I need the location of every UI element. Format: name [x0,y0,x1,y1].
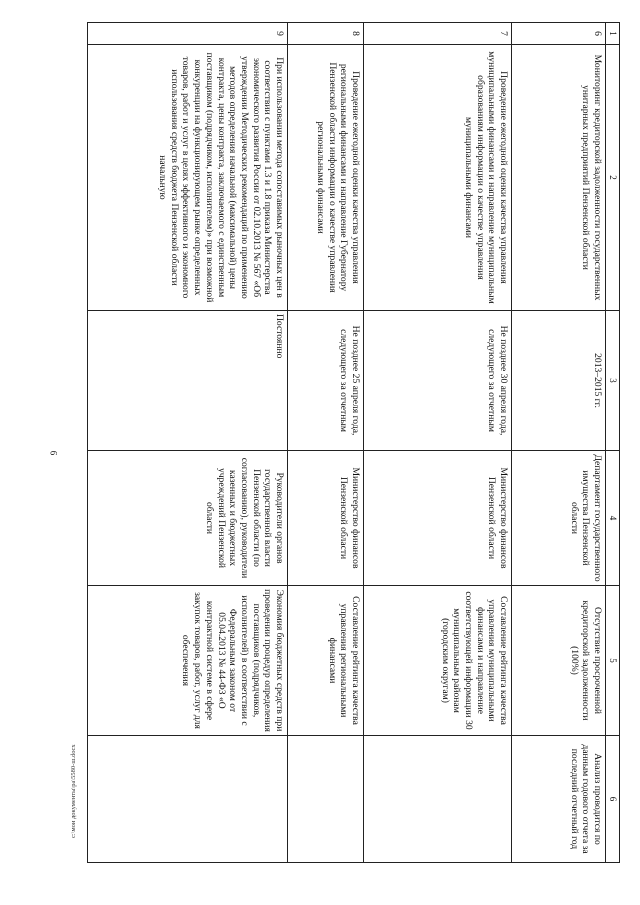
row-number: 9 [88,23,288,45]
result-cell: Составление рейтинга качества управления региональными финансами [288,586,364,736]
rotated-page-content [80,22,620,862]
column-number: 1 [606,23,620,45]
activity-cell: Проведение ежегодной оценки качества управления муниципальными финансами и направление муниципальным образованиям информации о качестве управления муниципальными финансами [364,45,512,311]
responsible-cell: Департамент государственного имущества Пензенской области [512,451,606,586]
column-number: 5 [606,586,620,736]
deadline-cell: 2013–2015 гг. [512,311,606,451]
result-cell: Экономия бюджетных средств при проведении процедур определения поставщиков (подрядчиков, исполнителей) в соответствии с Федеральным законом от 05.04.2013 № 44-ФЗ «О контрактной системе в сфере закупок товаров, работ, услуг для обеспечения [88,586,288,736]
note-cell [88,736,288,863]
row-number: 7 [364,23,512,45]
responsible-cell: Министерство финансов Пензенской области [288,451,364,586]
result-cell: Отсутствие просроченной кредиторской задолженности (100%) [512,586,606,736]
table-row [364,23,512,863]
note-cell [288,736,364,863]
column-number: 2 [606,45,620,311]
measures-table [87,22,620,863]
responsible-cell: Руководители органов государственной власти Пензенской области (по согласованию), руководители казенных и бюджетных учреждений Пензенской области [88,451,288,586]
row-number: 8 [288,23,364,45]
row-number: 6 [512,23,606,45]
result-cell: Составление рейтинга качества управления муниципальными финансами и направление соответствующей информации 30 муниципальным районам (городским округам) [364,586,512,736]
activity-cell: Проведение ежегодной оценки качества управления региональными финансами и направление Губернатору Пензенской области информации о качестве управления региональными финансами [288,45,364,311]
note-cell: Анализ проводится по данным годового отчета за последний отчетный год [512,736,606,863]
responsible-cell: Министерство финансов Пензенской области [364,451,512,586]
page-number: 9 [49,450,59,456]
table-row [88,23,288,863]
footer-file-path: c:\мои документы\ра\5580-ш.docx [70,744,77,838]
column-number: 3 [606,311,620,451]
table-row [512,23,606,863]
table-row [288,23,364,863]
note-cell [364,736,512,863]
deadline-cell: Не позднее 25 апреля года, следующего за отчетным [288,311,364,451]
deadline-cell: Постоянно [88,311,288,451]
column-number-row [606,23,620,863]
activity-cell: Мониторинг кредиторской задолженности государственных унитарных предприятий Пензенской области [512,45,606,311]
deadline-cell: Не позднее 30 апреля года, следующего за отчетным [364,311,512,451]
column-number: 6 [606,736,620,863]
activity-cell: При использовании метода сопоставимых рыночных цен в соответствии с пунктами 1.3 и 1.8 приказа Министерства экономического развития России от 02.10.2013 № 567 «Об утверждении Методических рекомендаций по применению методов определения начальной (максимальной) цены контракта, цены контракта, заключаемого с единственным поставщиком (подрядчиком, исполнителем)» при возможной конкуренции на функционирующем рынке определенных товаров, работ и услуг в целях эффективного и экономного использования средств бюджета Пензенской области начальную [88,45,288,311]
column-number: 4 [606,451,620,586]
